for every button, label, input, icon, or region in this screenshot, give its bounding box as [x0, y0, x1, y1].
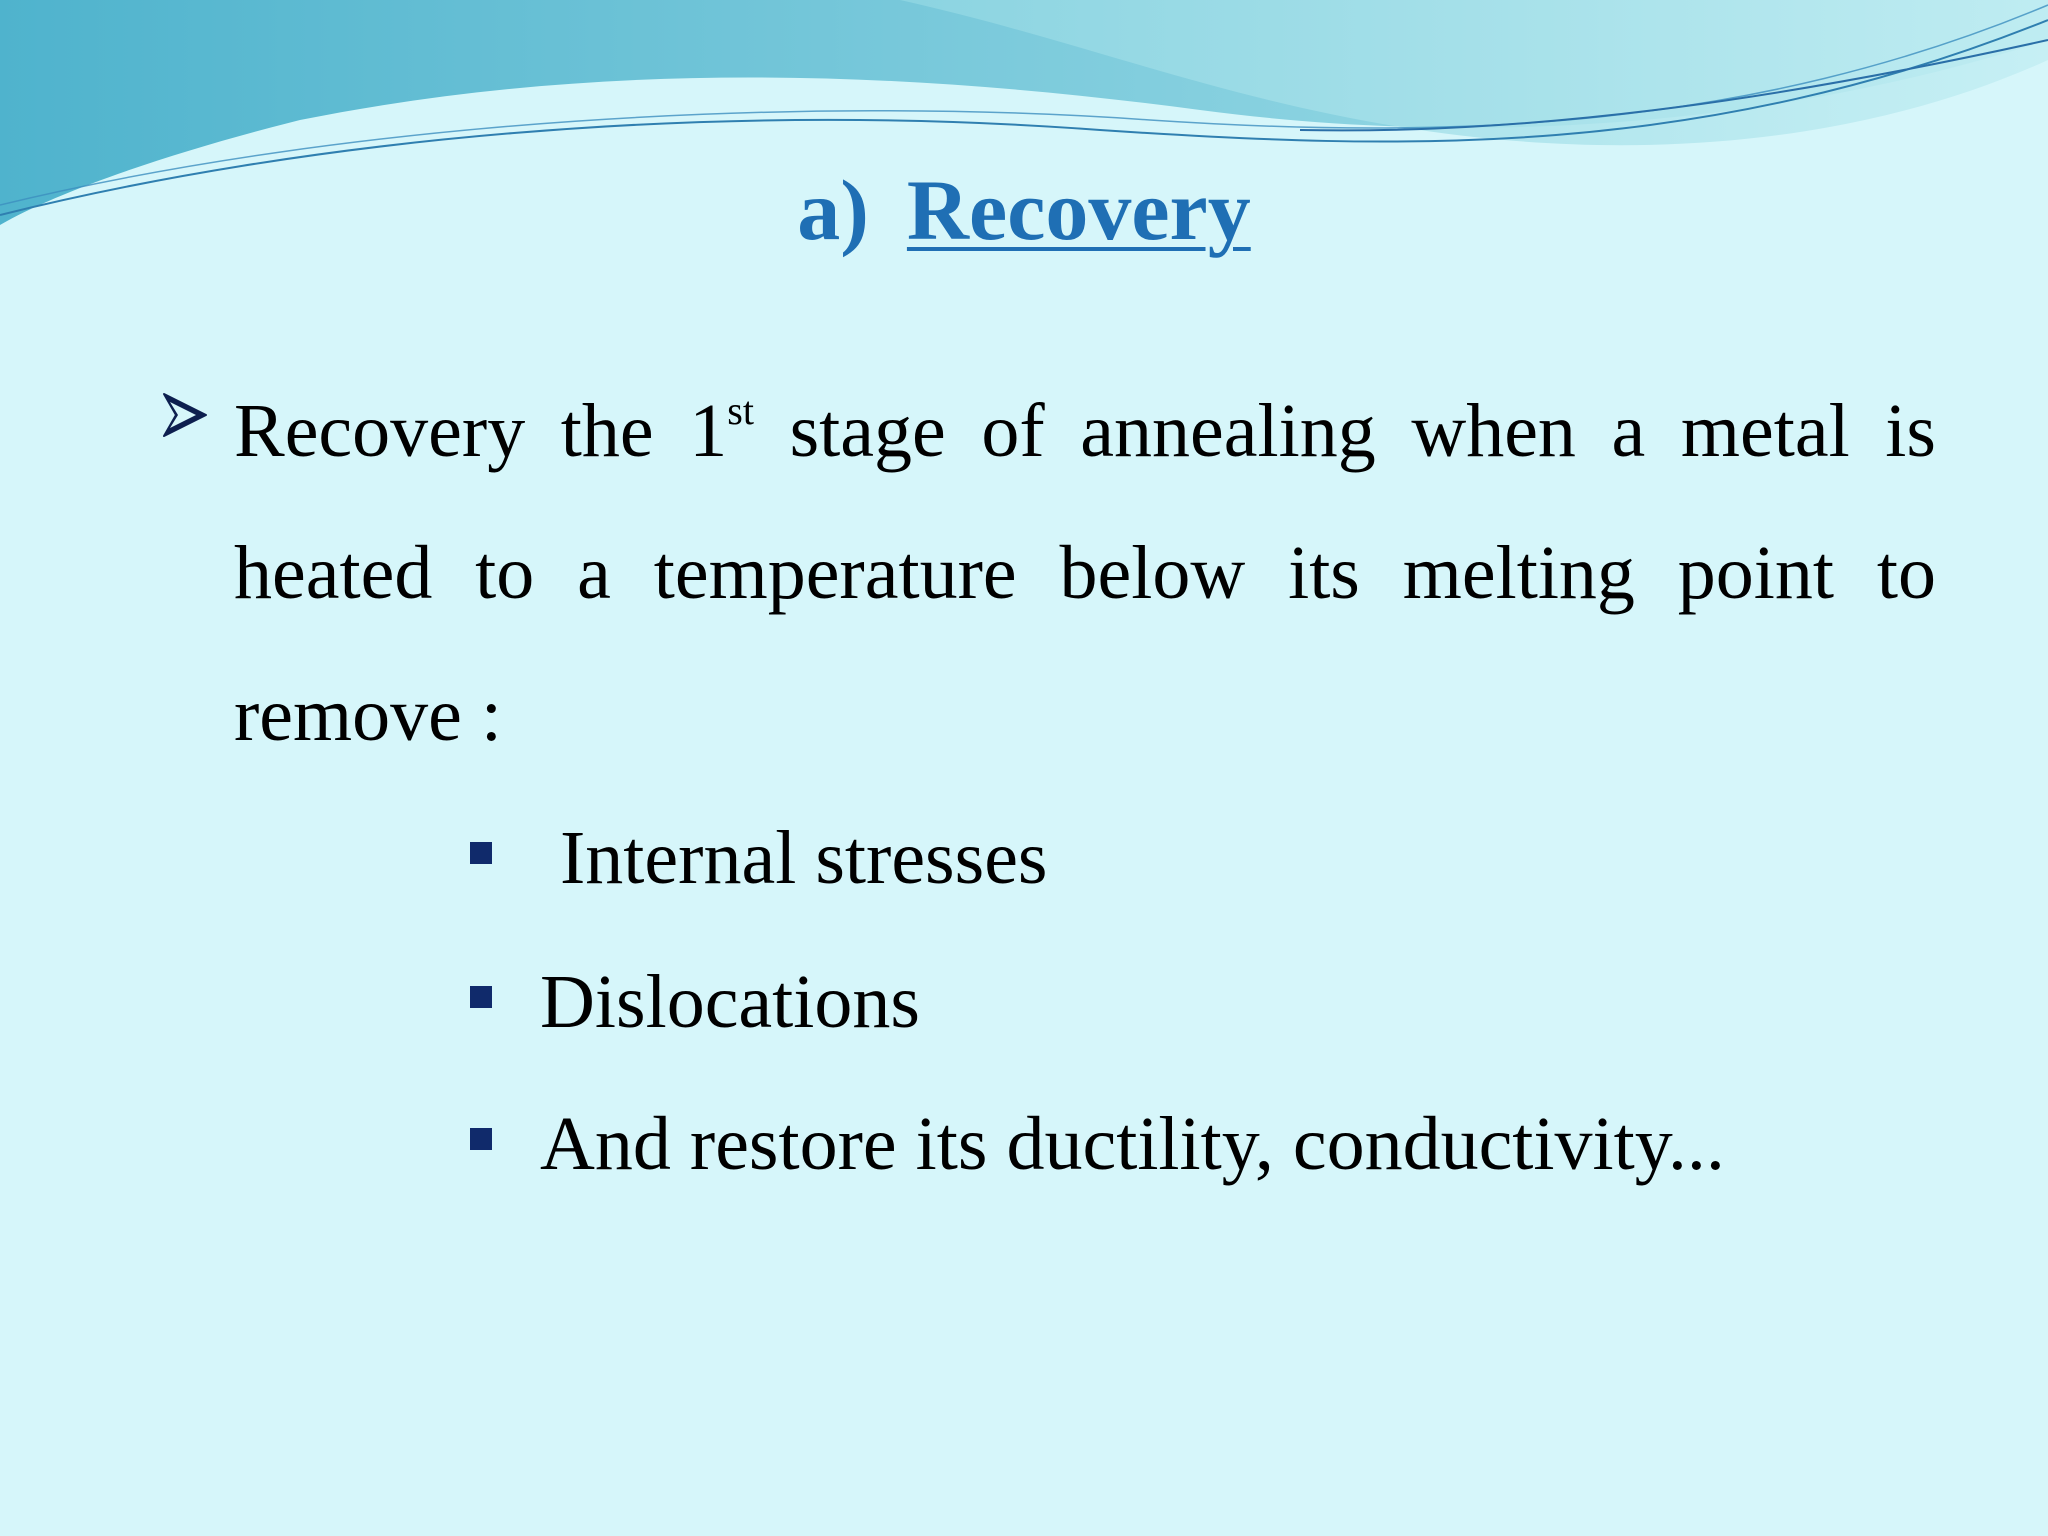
square-bullet-icon: [470, 842, 492, 864]
title-marker: a): [797, 162, 869, 258]
square-bullet-icon: [470, 1128, 492, 1150]
slide-title: [0, 160, 2048, 260]
ordinal-superscript: st: [727, 388, 754, 433]
arrowhead-bullet-icon: [162, 392, 208, 438]
main-bullet-text: [234, 360, 1936, 786]
main-bullet-part1: Recovery the 1: [234, 389, 728, 473]
sub-bullet-text: And restore its ductility, conductivity...: [540, 1102, 1725, 1186]
main-bullet-part2: stage of annealing when a metal is heated to a temperature below its melting point to remove :: [234, 389, 1937, 757]
title-text: Recovery: [906, 162, 1251, 258]
sub-bullet-text: Internal stresses: [560, 816, 1048, 900]
square-bullet-icon: [470, 986, 492, 1008]
sub-bullet-text: Dislocations: [540, 960, 920, 1044]
